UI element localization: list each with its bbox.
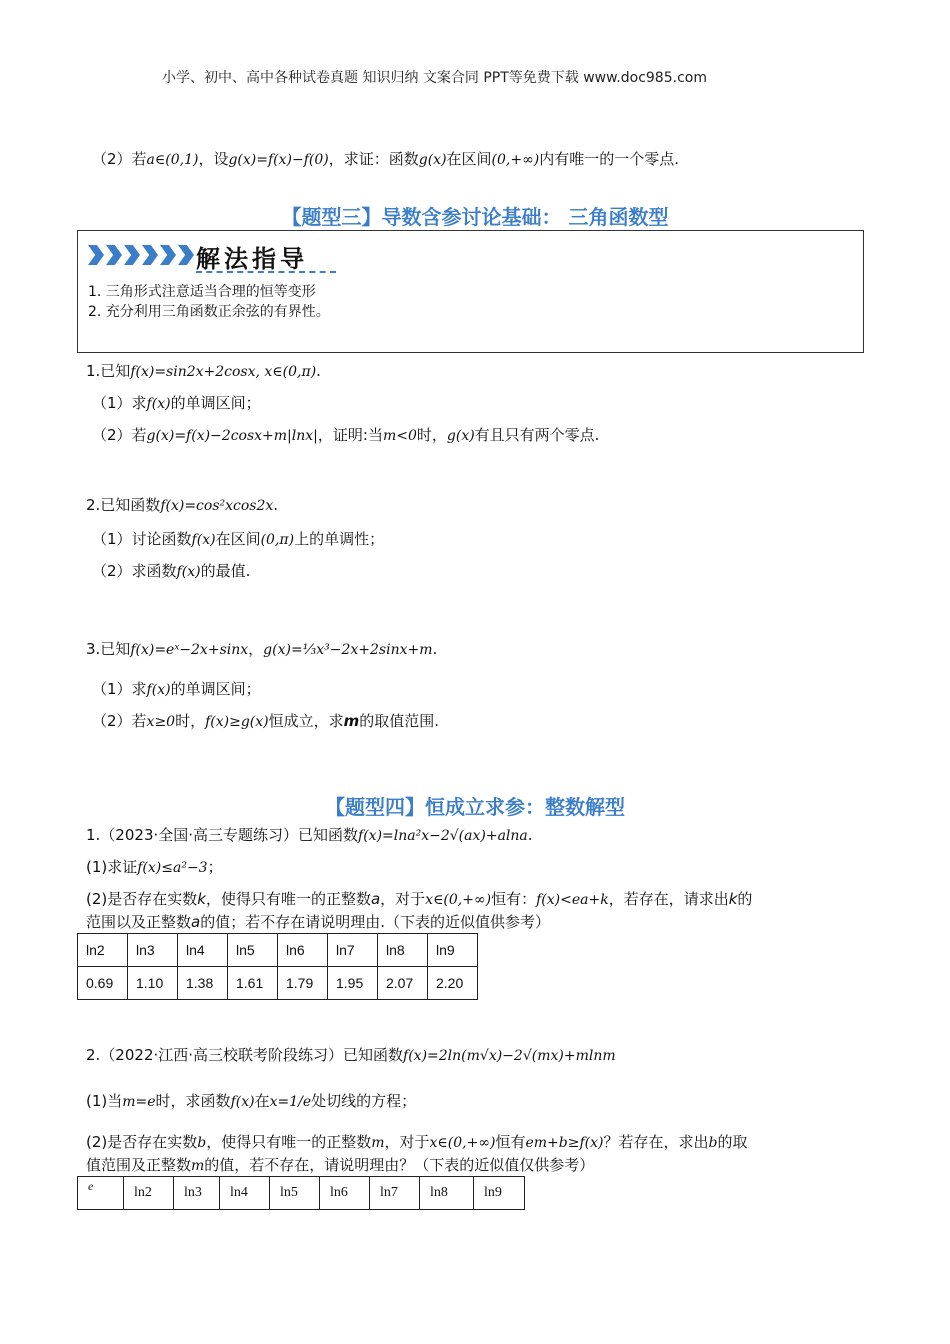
table-cell: ln6 [320,1177,370,1210]
table-cell: 2.20 [428,967,478,1000]
table-cell: ln3 [128,934,178,967]
table-cell: ln5 [270,1177,320,1210]
table-cell: ln3 [174,1177,220,1210]
table-cell: 1.95 [328,967,378,1000]
s3-question-1: 1.已知f(x)=sin2x+2cosx, x∈(0,π). [86,362,321,380]
table-cell: ln4 [178,934,228,967]
table-row [78,934,478,967]
table-cell: 1.61 [228,967,278,1000]
table-cell: ln2 [78,934,128,967]
s3-question-1-part2: （2）若g(x)=f(x)−2cosx+m|lnx|，证明:当m<0时，g(x)有且只有两个零点. [92,426,600,444]
s4-question-1-part1: (1)求证f(x)≤a²−3； [86,858,223,876]
table-cell: ln2 [124,1177,174,1210]
s4-question-1-part2: (2)是否存在实数k，使得只有唯一的正整数a，对于x∈(0,+∞)恒有：f(x)<ea+k，若存在，请求出k的 [86,890,753,908]
table-cell: ln8 [420,1177,474,1210]
table-cell: ln8 [378,934,428,967]
table-row [78,1177,525,1210]
guide-line-2: 2. 充分利用三角函数正余弦的有界性。 [88,304,330,320]
section-title-3: 【题型三】导数含参讨论基础： 三角函数型 [281,205,669,229]
table-cell: 2.07 [378,967,428,1000]
s4-question-2: 2.（2022·江西·高三校联考阶段练习）已知函数f(x)=2ln(m√x)−2√(mx)+mlnm [86,1046,616,1064]
ln-values-table-2 [77,1176,525,1210]
s3-question-2-part1: （1）讨论函数f(x)在区间(0,π)上的单调性； [92,530,385,548]
s4-question-1-part2-cont: 范围以及正整数a的值；若不存在请说明理由.（下表的近似值供参考） [86,913,550,931]
s4-question-2-part2-cont: 值范围及正整数m的值，若不存在，请说明理由？（下表的近似值仅供参考） [86,1156,595,1174]
s4-question-1: 1.（2023·全国·高三专题练习）已知函数f(x)=lna²x−2√(ax)+alna. [86,826,533,844]
table-cell: ln7 [328,934,378,967]
guide-title-underline [196,271,336,273]
s3-question-3: 3.已知f(x)=eˣ−2x+sinx，g(x)=⅓x³−2x+2sinx+m. [86,640,438,658]
table-cell: 0.69 [78,967,128,1000]
section-title-4: 【题型四】恒成立求参：整数解型 [325,795,625,819]
table-cell: 1.38 [178,967,228,1000]
s4-question-2-part1: (1)当m=e时，求函数f(x)在x=1/e处切线的方程； [86,1092,417,1110]
s3-question-2-part2: （2）求函数f(x)的最值. [92,562,251,580]
table-cell: 1.79 [278,967,328,1000]
table-cell: ln9 [474,1177,525,1210]
table-cell: ln4 [220,1177,270,1210]
table-cell: e [78,1177,124,1210]
method-guide-box [77,230,864,353]
s3-question-1-part1: （1）求f(x)的单调区间； [92,394,261,412]
table-cell: 1.10 [128,967,178,1000]
table-row [78,967,478,1000]
s3-question-3-part1: （1）求f(x)的单调区间； [92,680,261,698]
ln-values-table [77,933,478,1000]
s3-question-3-part2: （2）若x≥0时，f(x)≥g(x)恒成立，求m的取值范围. [92,712,440,730]
guide-line-1: 1. 三角形式注意适当合理的恒等变形 [88,284,316,300]
guide-title: 解法指导 [196,244,308,273]
table-cell: ln6 [278,934,328,967]
prev-question-part2: （2）若a∈(0,1)，设g(x)=f(x)−f(0)，求证：函数g(x)在区间(0,+∞)内有唯一的一个零点. [92,150,680,168]
table-cell: ln7 [370,1177,420,1210]
chevron-arrows-icon [88,245,196,265]
s3-question-2: 2.已知函数f(x)=cos²xcos2x. [86,496,279,514]
table-cell: ln9 [428,934,478,967]
s4-question-2-part2: (2)是否存在实数b，使得只有唯一的正整数m，对于x∈(0,+∞)恒有em+b≥f(x)？若存在，求出b的取 [86,1133,748,1151]
page-header: 小学、初中、高中各种试卷真题 知识归纳 文案合同 PPT等免费下载 www.doc985.com [162,70,707,86]
table-cell: ln5 [228,934,278,967]
